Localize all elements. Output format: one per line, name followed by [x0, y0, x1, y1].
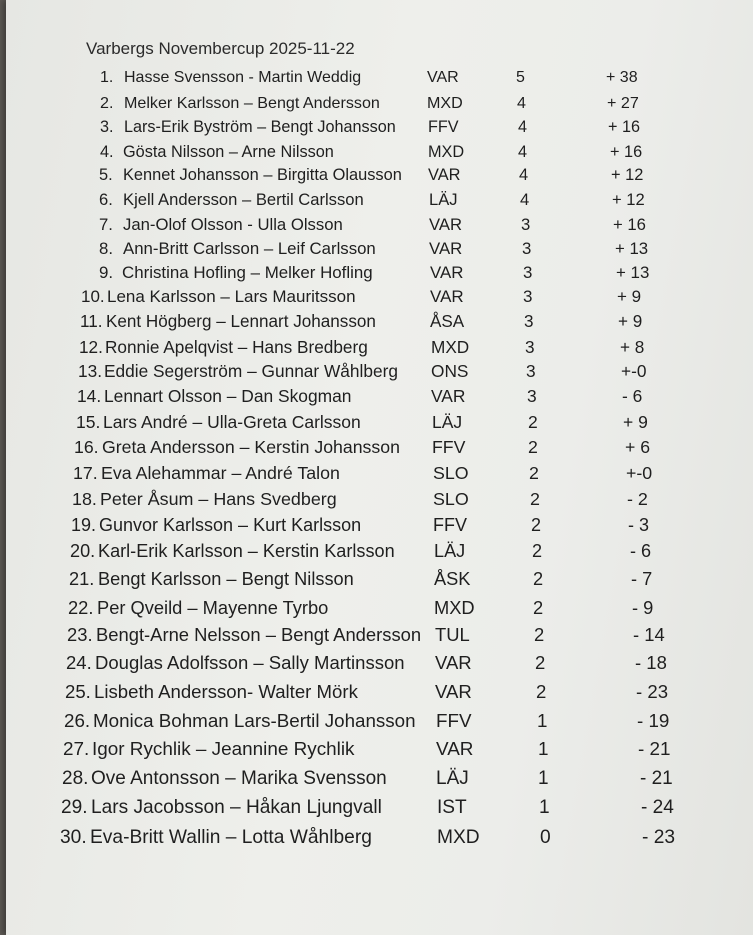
rank-number: 5. — [99, 166, 113, 184]
point-difference: - 21 — [640, 768, 673, 789]
club-code: SLO — [433, 463, 469, 483]
rank-number: 1. — [100, 69, 114, 86]
pair-names: Lisbeth Andersson- Walter Mörk — [94, 681, 358, 702]
rank-number: 27. — [63, 739, 90, 760]
result-row — [0, 624, 753, 648]
pair-names: Hasse Svensson - Martin Weddig — [124, 69, 362, 86]
wins-count: 0 — [540, 827, 551, 848]
result-row — [0, 681, 753, 705]
point-difference: - 6 — [630, 541, 652, 561]
wins-count: 1 — [538, 739, 549, 760]
pair-names: Kjell Andersson – Bertil Carlsson — [123, 190, 364, 209]
rank-number: 20. — [70, 541, 96, 561]
wins-count: 2 — [529, 463, 539, 483]
result-row — [0, 337, 753, 361]
result-row — [0, 386, 753, 410]
club-code: ONS — [431, 361, 469, 381]
result-row — [0, 437, 753, 461]
wins-count: 3 — [523, 287, 533, 306]
club-code: VAR — [430, 287, 464, 306]
result-row — [0, 69, 753, 93]
pair-names: Peter Åsum – Hans Svedberg — [100, 489, 337, 509]
point-difference: + 13 — [616, 263, 650, 282]
pair-names: Bengt Karlsson – Bengt Nilsson — [98, 569, 354, 589]
point-difference: - 9 — [632, 597, 654, 618]
point-difference: - 6 — [622, 386, 643, 406]
rank-number: 29. — [61, 797, 88, 818]
result-row — [0, 652, 753, 676]
wins-count: 2 — [535, 652, 546, 673]
result-row — [0, 463, 753, 487]
club-code: MXD — [428, 143, 465, 161]
wins-count: 2 — [536, 681, 547, 702]
wins-count: 2 — [533, 597, 544, 618]
wins-count: 2 — [533, 569, 544, 589]
point-difference: + 38 — [606, 69, 638, 86]
club-code: VAR — [428, 166, 461, 184]
club-code: FFV — [428, 118, 459, 136]
wins-count: 4 — [519, 166, 529, 184]
wins-count: 2 — [534, 624, 545, 645]
result-row — [0, 412, 753, 436]
result-row — [0, 166, 753, 190]
rank-number: 2. — [100, 94, 114, 112]
point-difference: - 23 — [642, 827, 676, 848]
point-difference: + 16 — [608, 118, 640, 136]
rank-number: 28. — [62, 768, 89, 789]
pair-names: Eva Alehammar – André Talon — [101, 463, 340, 483]
rank-number: 25. — [65, 681, 91, 702]
rank-number: 21. — [69, 569, 95, 589]
club-code: VAR — [435, 652, 472, 673]
rank-number: 14. — [77, 386, 102, 406]
rank-number: 8. — [99, 239, 113, 258]
rank-number: 22. — [68, 597, 94, 618]
pair-names: Lars Jacobsson – Håkan Ljungvall — [91, 797, 382, 818]
rank-number: 6. — [99, 190, 113, 209]
point-difference: - 14 — [633, 624, 665, 645]
rank-number: 9. — [99, 263, 114, 282]
rank-number: 12. — [79, 337, 103, 357]
result-row — [0, 827, 753, 851]
wins-count: 4 — [518, 118, 528, 136]
result-row — [0, 287, 753, 311]
pair-names: Greta Andersson – Kerstin Johansson — [102, 437, 400, 457]
club-code: MXD — [434, 597, 475, 618]
rank-number: 15. — [76, 412, 101, 432]
point-difference: +-0 — [626, 463, 653, 483]
club-code: ÅSA — [430, 312, 465, 331]
wins-count: 4 — [520, 190, 530, 209]
wins-count: 3 — [523, 263, 533, 282]
rank-number: 11. — [80, 312, 103, 331]
point-difference: - 18 — [635, 652, 667, 673]
result-row — [0, 515, 753, 539]
club-code: LÄJ — [429, 190, 458, 209]
rank-number: 23. — [67, 624, 93, 645]
point-difference: + 6 — [625, 437, 651, 457]
wins-count: 1 — [539, 797, 550, 818]
rank-number: 13. — [78, 361, 103, 381]
pair-names: Kent Högberg – Lennart Johansson — [106, 312, 376, 331]
pair-names: Igor Rychlik – Jeannine Rychlik — [92, 739, 355, 760]
club-code: FFV — [436, 710, 472, 731]
point-difference: + 9 — [623, 412, 648, 432]
club-code: VAR — [429, 239, 463, 258]
pair-names: Per Qveild – Mayenne Tyrbo — [97, 597, 329, 618]
result-row — [0, 312, 753, 336]
wins-count: 3 — [524, 312, 534, 331]
pair-names: Jan-Olof Olsson - Ulla Olsson — [123, 215, 343, 234]
document-title: Varbergs Novembercup 2025-11-22 — [86, 39, 355, 58]
point-difference: +-0 — [621, 361, 647, 381]
wins-count: 2 — [531, 515, 542, 535]
wins-count: 3 — [525, 337, 535, 357]
club-code: FFV — [432, 437, 466, 457]
club-code: MXD — [427, 94, 463, 112]
point-difference: - 23 — [636, 681, 669, 702]
result-row — [0, 215, 753, 239]
result-row — [0, 710, 753, 734]
club-code: VAR — [430, 263, 464, 282]
result-row — [0, 143, 753, 167]
result-row — [0, 489, 753, 513]
rank-number: 24. — [66, 652, 92, 673]
club-code: LÄJ — [436, 768, 469, 789]
point-difference: - 3 — [628, 515, 650, 535]
pair-names: Lars-Erik Byström – Bengt Johansson — [124, 118, 396, 136]
result-row — [0, 263, 753, 287]
wins-count: 3 — [522, 239, 532, 258]
point-difference: + 16 — [613, 215, 646, 234]
rank-number: 7. — [99, 215, 113, 234]
wins-count: 2 — [528, 437, 538, 457]
wins-count: 4 — [517, 94, 526, 112]
wins-count: 1 — [537, 710, 548, 731]
club-code: LÄJ — [434, 541, 466, 561]
pair-names: Ove Antonsson – Marika Svensson — [91, 768, 387, 789]
point-difference: - 7 — [631, 569, 653, 589]
club-code: MXD — [431, 337, 470, 357]
point-difference: + 16 — [610, 143, 643, 161]
wins-count: 2 — [530, 489, 540, 509]
point-difference: - 2 — [627, 489, 648, 509]
club-code: ÅSK — [434, 569, 471, 589]
pair-names: Lars André – Ulla-Greta Carlsson — [103, 412, 361, 432]
point-difference: + 12 — [611, 166, 644, 184]
point-difference: + 27 — [607, 94, 639, 112]
pair-names: Kennet Johansson – Birgitta Olausson — [123, 166, 402, 184]
result-row — [0, 739, 753, 763]
club-code: VAR — [427, 69, 459, 86]
result-row — [0, 190, 753, 214]
club-code: LÄJ — [432, 412, 463, 432]
pair-names: Ann-Britt Carlsson – Leif Carlsson — [123, 239, 376, 258]
pair-names: Lena Karlsson – Lars Mauritsson — [107, 287, 356, 306]
rank-number: 18. — [72, 489, 97, 509]
result-row — [0, 597, 753, 621]
pair-names: Karl-Erik Karlsson – Kerstin Karlsson — [98, 541, 395, 561]
wins-count: 3 — [527, 386, 537, 406]
pair-names: Bengt-Arne Nelsson – Bengt Andersson — [96, 624, 422, 645]
club-code: IST — [437, 797, 467, 818]
wins-count: 4 — [518, 143, 528, 161]
point-difference: - 21 — [638, 739, 671, 760]
result-row — [0, 797, 753, 821]
club-code: VAR — [435, 681, 472, 702]
pair-names: Lennart Olsson – Dan Skogman — [104, 386, 352, 406]
result-row — [0, 118, 753, 142]
result-row — [0, 94, 753, 118]
point-difference: - 24 — [641, 797, 674, 818]
club-code: SLO — [433, 489, 469, 509]
wins-count: 3 — [526, 361, 536, 381]
rank-number: 30. — [60, 827, 87, 848]
point-difference: + 9 — [617, 287, 642, 306]
pair-names: Eva-Britt Wallin – Lotta Wåhlberg — [90, 827, 372, 848]
pair-names: Gunvor Karlsson – Kurt Karlsson — [99, 515, 362, 535]
pair-names: Gösta Nilsson – Arne Nilsson — [123, 143, 334, 161]
point-difference: + 13 — [615, 239, 649, 258]
result-row — [0, 361, 753, 385]
result-row — [0, 569, 753, 593]
rank-number: 26. — [64, 710, 91, 731]
rank-number: 3. — [100, 118, 114, 136]
point-difference: - 19 — [637, 710, 670, 731]
club-code: TUL — [435, 624, 470, 645]
wins-count: 1 — [538, 768, 549, 789]
wins-count: 2 — [532, 541, 543, 561]
rank-number: 17. — [73, 463, 98, 483]
club-code: VAR — [436, 739, 474, 760]
pair-names: Melker Karlsson – Bengt Andersson — [124, 94, 380, 112]
point-difference: + 8 — [620, 337, 645, 357]
wins-count: 2 — [528, 412, 538, 432]
club-code: MXD — [437, 827, 480, 848]
result-row — [0, 239, 753, 263]
pair-names: Douglas Adolfsson – Sally Martinsson — [95, 652, 405, 673]
rank-number: 10. — [81, 287, 105, 306]
pair-names: Christina Hofling – Melker Hofling — [122, 263, 373, 282]
club-code: FFV — [433, 515, 467, 535]
rank-number: 4. — [100, 143, 114, 161]
point-difference: + 12 — [612, 190, 645, 209]
result-row — [0, 541, 753, 565]
rank-number: 16. — [74, 437, 99, 457]
wins-count: 3 — [521, 215, 531, 234]
pair-names: Eddie Segerström – Gunnar Wåhlberg — [104, 361, 398, 381]
rank-number: 19. — [71, 515, 97, 535]
club-code: VAR — [429, 215, 463, 234]
point-difference: + 9 — [618, 312, 643, 331]
wins-count: 5 — [516, 69, 525, 86]
pair-names: Monica Bohman Lars-Bertil Johansson — [93, 710, 416, 731]
pair-names: Ronnie Apelqvist – Hans Bredberg — [105, 337, 368, 357]
club-code: VAR — [431, 386, 466, 406]
result-row — [0, 768, 753, 792]
